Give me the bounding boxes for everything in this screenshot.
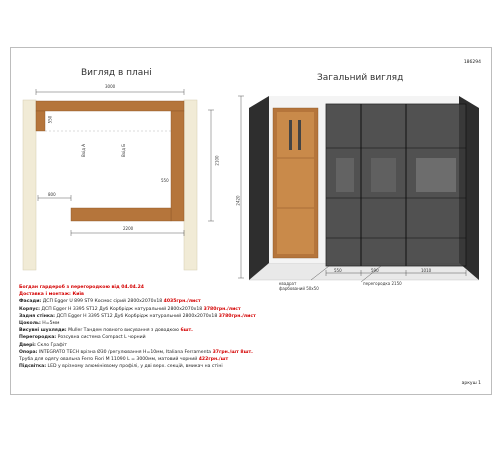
spec-notes [19, 284, 439, 370]
general-title: Загальний вигляд [317, 73, 404, 83]
page-label: аркуш 1 [461, 381, 481, 386]
plan-dim-inner: 550 [161, 178, 169, 183]
note-row: Задня стінка: ДСП Egger H 3395 ST12 Дуб Корбрідж натуральний 2800х2070х18 3780грн./лист [19, 313, 256, 319]
plan-dim-left-depth: 550 [47, 115, 53, 124]
note-row: Опора: INTEGRATO TECH врізна Ø30 /регулювання Н=10мм, Italiana Ferramenta 37грн./шт 8шт. [19, 349, 253, 355]
general-dim-partition: перегородка 2150 [363, 281, 402, 286]
note-row: Фасади: ДСП Egger U 899 ST9 Космос сірий 2800х2070х18 4035грн./лист [19, 299, 201, 305]
note-row: Підсвітка: LED у врізному алюмінієвому профілі, у дві верх. секцій, вмикач на стіні [19, 364, 223, 370]
note-row: Корпус: ДСП Egger H 3395 ST12 Дуб Корбрідж натуральний 2800х2070х18 3780грн./лист [19, 306, 241, 312]
notes-rows [19, 298, 439, 370]
general-dim-w2: 590 [371, 268, 379, 273]
notes-headline-1: Богдан гардероб з перегородкою від 04.04.24 [19, 285, 144, 290]
general-dim-w1: 550 [334, 268, 342, 273]
plan-dim-bottom: 2200 [123, 226, 134, 231]
note-row: Двері: Скло Графіт [19, 342, 67, 348]
note-row: Висувні шухляди: Muller Тандем повного висування з доводкою 6шт. [19, 328, 193, 334]
drawing-sheet [10, 47, 492, 395]
note-row: Труба для одягу овальна Ferro Fiori M 11090 L = 3000мм, матовий чорний 422грн./шт [19, 357, 229, 363]
plan-dim-right-height: 2100 [214, 155, 220, 166]
plan-title: Вигляд в плані [81, 68, 152, 78]
note-row: Перегородка: Розсувна система Compact L чорний [19, 335, 146, 341]
plan-label-vhid-a: Вхід А [81, 144, 86, 157]
plan-dim-left-small: 800 [48, 192, 56, 197]
plan-label-vhid-b: Вхід Б [121, 143, 127, 158]
sheet-number: 186294 [463, 60, 481, 65]
general-dim-w3: 1010 [421, 268, 432, 273]
general-callout: квадрат фарбований 50х50 [279, 281, 319, 291]
general-view-drawing [11, 48, 491, 288]
plan-dim-top: 3000 [105, 84, 116, 89]
general-dim-height: 2420 [235, 195, 241, 206]
note-row: Цоколь: Н=5мм [19, 321, 60, 327]
notes-headline-2: Доставка і монтаж: Київ [19, 292, 84, 298]
